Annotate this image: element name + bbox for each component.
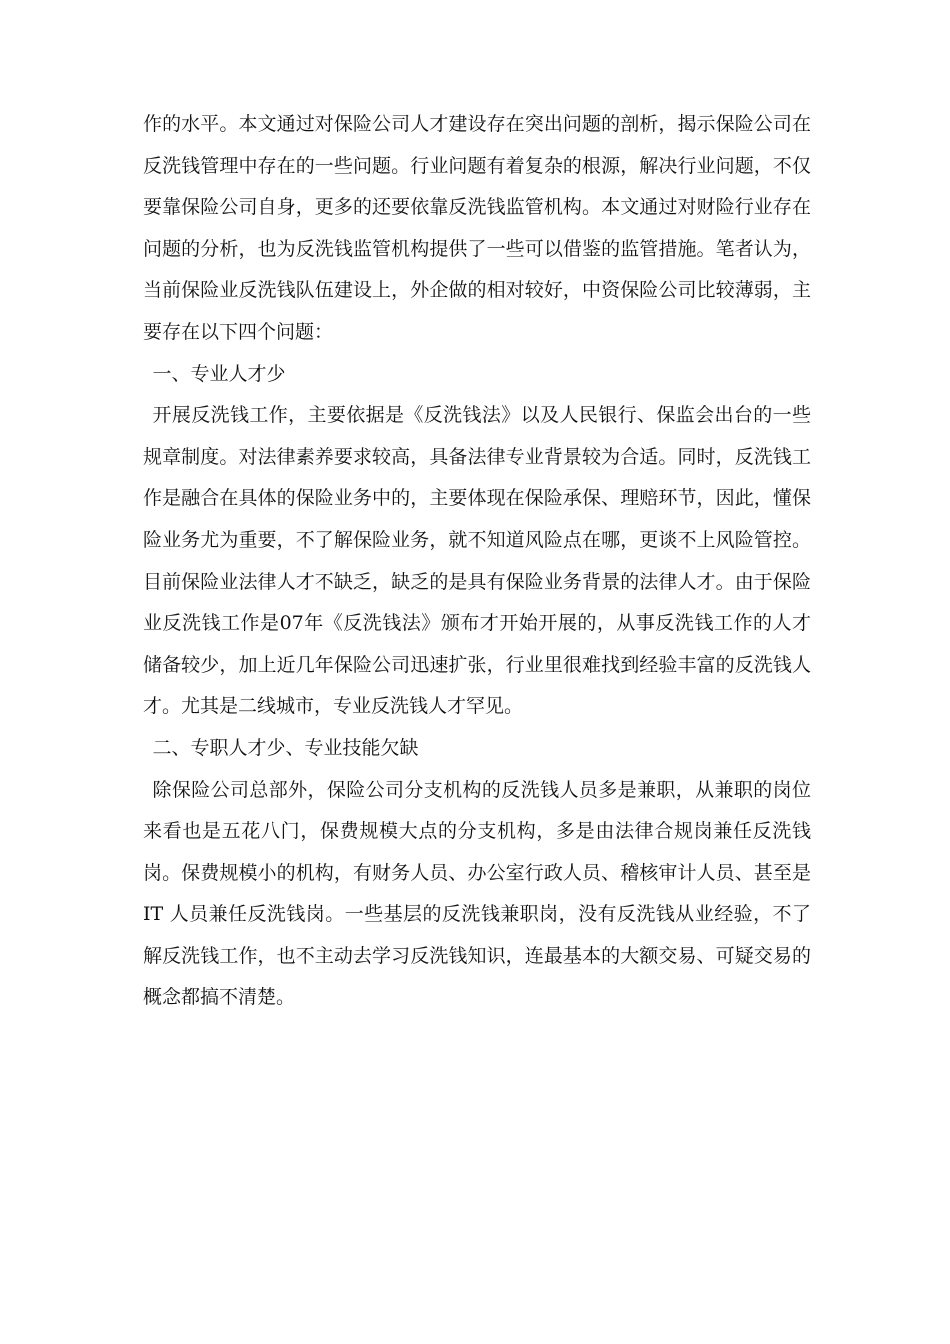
section-heading-1: 一、专业人才少 [152,362,286,385]
document-body [143,104,811,1019]
section-heading-2: 二、专职人才少、专业技能欠缺 [152,736,419,759]
section-paragraph-1: 开展反洗钱工作，主要依据是《反洗钱法》以及人民银行、保监会出台的一些规章制度。对法律素养要求较高，具备法律专业背景较为合适。同时，反洗钱工作是融合在具体的保险业务中的，主要体现在保险承保、理赔环节，因此，懂保险业务尤为重要，不了解保险业务，就不知道风险点在哪，更谈不上风险管控。目前保险业法律人才不缺乏，缺乏的是具有保险业务背景的法律人才。由于保险业反洗钱工作是07年《反洗钱法》颁布才开始开展的，从事反洗钱工作的人才储备较少，加上近几年保险公司迅速扩张，行业里很难找到经验丰富的反洗钱人才。尤其是二线城市，专业反洗钱人才罕见。 [143,404,811,718]
intro-paragraph: 作的水平。本文通过对保险公司人才建设存在突出问题的剖析，揭示保险公司在反洗钱管理中存在的一些问题。行业问题有着复杂的根源，解决行业问题，不仅要靠保险公司自身，更多的还要依靠反洗钱监管机构。本文通过对财险行业存在问题的分析，也为反洗钱监管机构提供了一些可以借鉴的监管措施。笔者认为，当前保险业反洗钱队伍建设上，外企做的相对较好，中资保险公司比较薄弱，主要存在以下四个问题： [143,113,811,343]
section-paragraph-2: 除保险公司总部外，保险公司分支机构的反洗钱人员多是兼职，从兼职的岗位来看也是五花八门，保费规模大点的分支机构，多是由法律合规岗兼任反洗钱岗。保费规模小的机构，有财务人员、办公室行政人员、稽核审计人员、甚至是 IT 人员兼任反洗钱岗。一些基层的反洗钱兼职岗，没有反洗钱从业经验，不了解反洗钱工作，也不主动去学习反洗钱知识，连最基本的大额交易、可疑交易的概念都搞不清楚。 [143,778,811,1009]
